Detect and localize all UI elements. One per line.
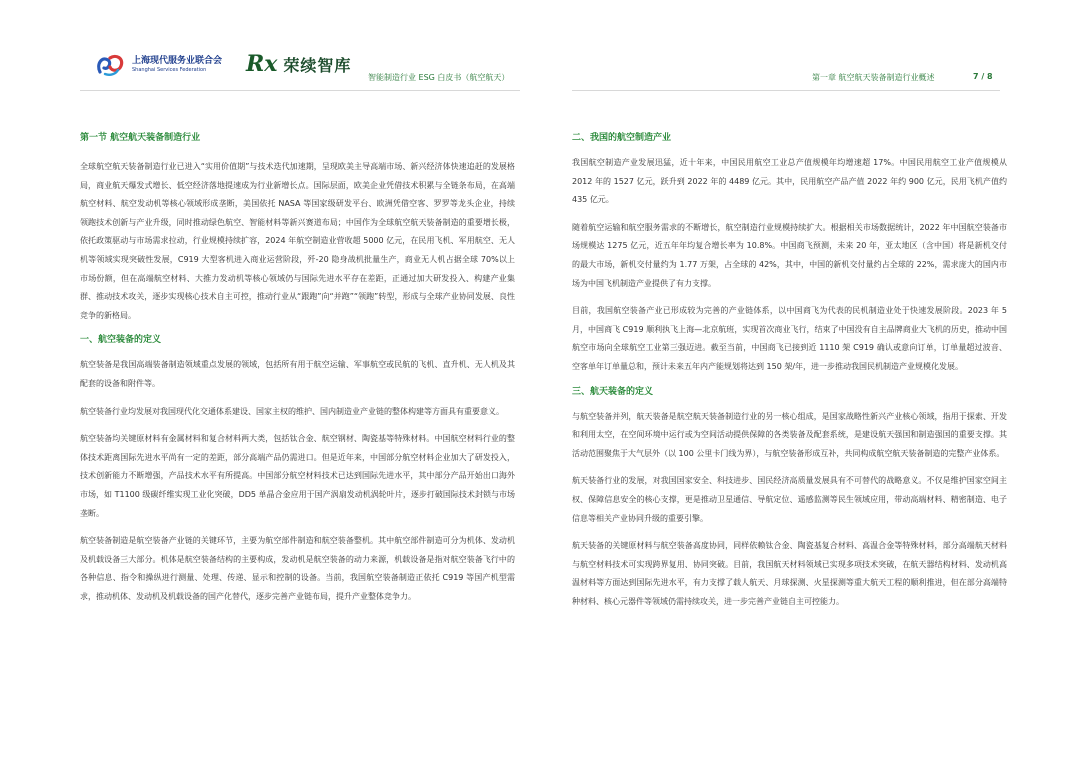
ssf-logo: [96, 52, 222, 78]
subsection-title: 三、航天装备的定义: [572, 386, 654, 397]
ssf-logo-cn: 上海现代服务业联合会: [132, 56, 223, 66]
rx-logo-text: 荣续智库: [283, 55, 352, 75]
paragraph: 目前，我国航空装备产业已形成较为完善的产业链体系，以中国商飞为代表的民机制造业处于快速发展阶段。2023 年 5 月，中国商飞 C919 顺利执飞上海—北京航班，实现首次商业飞行，结束了中国没有自主品牌商业大飞机的历史，推动中国航空市场向全球航空工业第三强迈进。截至当前，中国商飞已接到近 1110 架 C919 确认或意向订单，订单量超过波音、空客单年订单量总和，预计未来五年内产能规划将达到 150 架/年，进一步推动我国民机制造产业规模化发展。: [572, 306, 1007, 371]
right-column: [572, 132, 1007, 620]
page-header: [0, 0, 1080, 100]
paragraph: 我国航空制造产业发展迅猛，近十年来，中国民用航空工业总产值规模年均增速超 17%。中国民用航空工业产值规模从 2012 年的 1527 亿元，跃升到 2022 年的 4489 亿元。其中，民用航空产品产值 2022 年约 900 亿元，民用飞机产值约 435 亿元。: [572, 158, 1007, 205]
header-divider-right: [572, 90, 1000, 91]
paragraph: 随着航空运输和航空服务需求的不断增长，航空制造行业规模持续扩大。根据相关市场数据统计，2022 年中国航空装备市场规模达 1275 亿元，近五年年均复合增长率为 10.8%。中国商飞预测，未来 20 年，亚太地区（含中国）将是新机交付的最大市场，新机交付量约为 1.77 万架，占全球的 42%，其中，中国的新机交付量约占全球的 22%，需求庞大的国内市场为中国飞机制造产业提供了有力支撑。: [572, 222, 1007, 288]
rx-logo-mark-icon: Rx: [246, 51, 278, 77]
ssf-logo-en: Shanghai Services Federation: [132, 67, 207, 73]
paragraph: 航空装备行业均发展对我国现代化交通体系建设、国家主权的维护、国内制造业产业链的整体构建等方面具有重要意义。: [80, 406, 504, 416]
paragraph: 与航空装备并列，航天装备是航空航天装备制造行业的另一核心组成，是国家战略性新兴产业核心领域，指用于探索、开发和利用太空，在空间环境中运行或为空间活动提供保障的各类装备及配套系统，是建设航天强国和制造强国的重要支撑。其活动范围聚焦于大气层外（以 100 公里卡门线为界），与航空装备形成互补，共同构成航空航天装备制造的完整产业体系。: [572, 411, 1007, 458]
paragraph: 航空装备是我国高端装备制造领域重点发展的领域，包括所有用于航空运输、军事航空或民航的飞机、直升机、无人机及其配套的设备和附件等。: [80, 360, 515, 388]
paragraph: 航天装备的关键原材料与航空装备高度协同，同样依赖钛合金、陶瓷基复合材料、高温合金等特殊材料，部分高端航天材料与航空材料技术可实现跨界复用、协同突破。目前，我国航天材料领域已实现多项技术突破，在航天器结构材料、发动机高温材料等方面达到国际先进水平，有力支撑了载人航天、月球探测、火星探测等重大航天工程的顺利推进，但在部分高端特种材料、核心元器件等领域仍需持续攻关，进一步完善产业链自主可控能力。: [572, 541, 1007, 606]
header-divider-left: [80, 90, 520, 91]
paragraph: 航空装备制造是航空装备产业链的关键环节，主要为航空部件制造和航空装备整机。其中航空部件制造可分为机体、发动机及机载设备三大部分。机体是航空装备结构的主要构成，发动机是航空装备的动力来源，机载设备是指对航空装备飞行中的各种信息、指令和操纵进行测量、处理、传递、显示和控制的设备。当前，我国航空装备制造正依托 C919 等国产机型需求，推动机体、发动机及机载设备的国产化替代，逐步完善产业链布局，提升产业整体竞争力。: [80, 536, 515, 601]
left-column: [80, 132, 515, 615]
paragraph: 全球航空航天装备制造行业已进入“实用价值期”与技术迭代加速期，呈现欧美主导高端市场、新兴经济体快速追赶的发展格局，商业航天爆发式增长、低空经济落地提速成为行业新增长点。国际层面，欧美企业凭借技术积累与全链条布局，在高端航空材料、航空发动机等核心领域形成垄断，美国依托 NASA 等国家级研发平台、欧洲凭借空客、罗罗等龙头企业，持续领跑技术创新与产业升级，同时推动绿色航空、智能材料等新兴赛道布局；中国作为全球航空航天装备制造的重要增长极，依托政策驱动与市场需求拉动，行业规模持续扩容，2024 年航空制造业营收超 5000 亿元，在民用飞机、军用航空、无人机等领域实现突破性发展，C919 大型客机进入商业运营阶段，歼-20 隐身战机批量生产，商业无人机占据全球 70%以上市场份额，但在高端航空材料、大推力发动机等核心领域仍与国际先进水平存在差距，正通过加大研发投入、构建产业集群、推动技术攻关，逐步实现核心技术自主可控，推动行业从“跟跑”向“并跑”“领跑”转型，形成与全球产业协同发展、良性竞争的新格局。: [80, 162, 515, 320]
document-title: 智能制造行业 ESG 白皮书（航空航天）: [368, 73, 510, 82]
paragraph: 航天装备行业的发展，对我国国家安全、科技进步、国民经济高质量发展具有不可替代的战略意义。不仅是维护国家空间主权、保障信息安全的核心支撑，更是推动卫星通信、导航定位、遥感监测等民生领域应用，带动高端材料、精密制造、电子信息等相关产业协同升级的重要引擎。: [572, 476, 1007, 523]
subsection-title: 二、我国的航空制造产业: [572, 133, 672, 143]
page-number: 7 / 8: [973, 72, 993, 81]
section-title: 第一节 航空航天装备制造行业: [80, 133, 201, 143]
ssf-logo-mark-icon: [96, 52, 126, 78]
paragraph: 航空装备均关键原材料有金属材料和复合材料两大类，包括钛合金、航空钢材、陶瓷基等特殊材料。中国航空材料行业的整体技术距离国际先进水平尚有一定的差距，部分高端产品仍需进口。但是近年来，中国部分航空材料企业加大了研发投入，技术创新能力不断增强，产品技术水平有所提高。中国部分航空材料技术已达到国际先进水平，其中部分产品开始出口海外市场，如 T1100 级碳纤维实现工业化突破，DD5 单晶合金应用于国产涡扇发动机涡轮叶片，逐步打破国际技术封锁与市场垄断。: [80, 434, 515, 518]
subsection-title: 一、航空装备的定义: [80, 335, 162, 346]
rx-logo: [246, 51, 351, 77]
chapter-title: 第一章 航空航天装备制造行业概述: [812, 73, 935, 82]
